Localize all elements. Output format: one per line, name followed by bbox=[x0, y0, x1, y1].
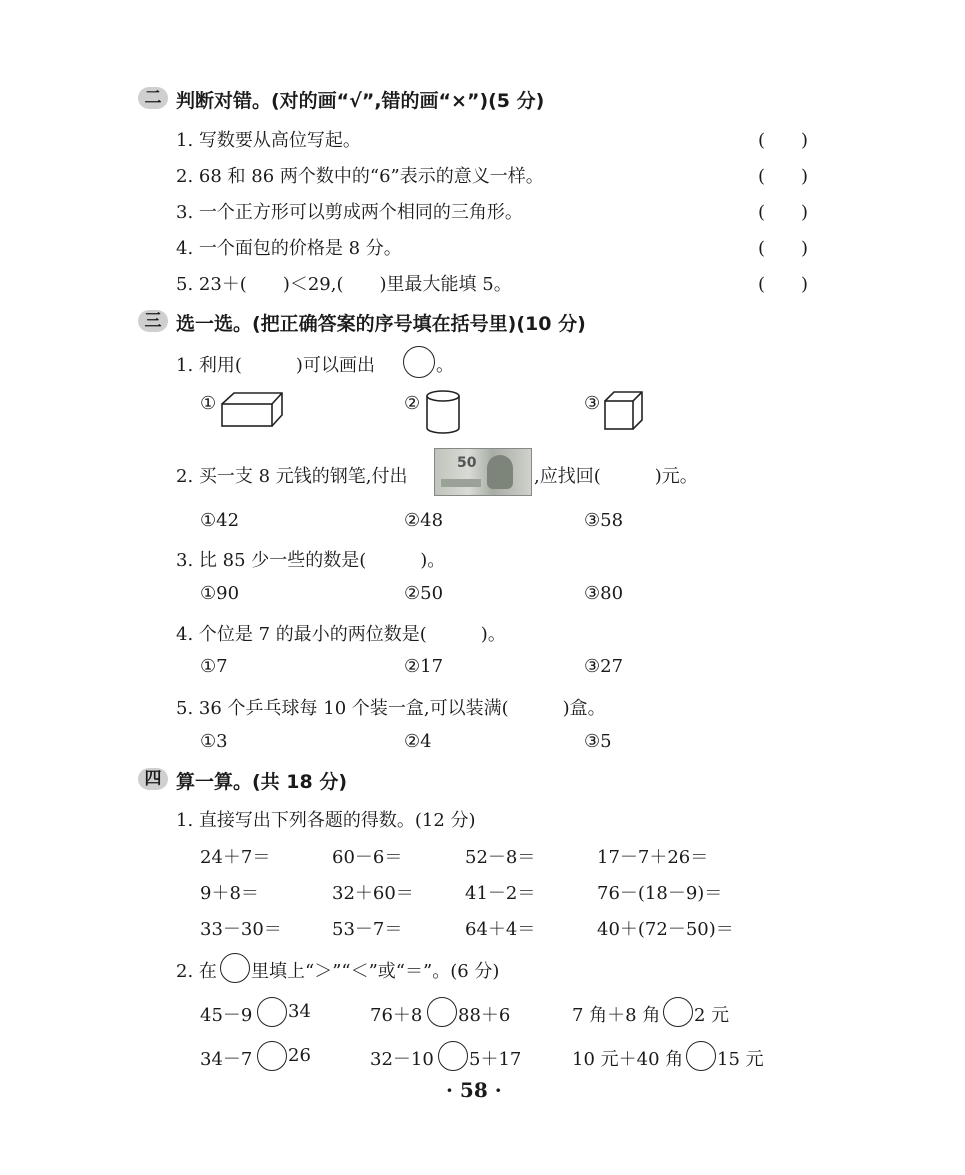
calc-expr[interactable]: 17－7＋26＝ bbox=[597, 847, 709, 868]
calc-expr[interactable]: 9＋8＝ bbox=[200, 883, 259, 904]
cuboid-icon bbox=[220, 390, 286, 430]
compare-right: 5＋17 bbox=[469, 1049, 522, 1070]
choose-q2-text: 2. 买一支 8 元钱的钢笔,付出 bbox=[176, 466, 408, 487]
judge-item-5: 5. 23＋( )＜29,( )里最大能填 5。 bbox=[176, 274, 512, 295]
choose-q1-option-1[interactable]: ① bbox=[200, 393, 217, 414]
calc-expr[interactable]: 33－30＝ bbox=[200, 919, 282, 940]
calc-expr[interactable]: 52－8＝ bbox=[465, 847, 536, 868]
compare-right: 15 元 bbox=[717, 1049, 764, 1070]
choose-q3-option-1[interactable]: ①90 bbox=[200, 583, 240, 604]
choose-q4-text: 4. 个位是 7 的最小的两位数是( )。 bbox=[176, 624, 506, 645]
choose-q1-text: 1. 利用( )可以画出 bbox=[176, 355, 375, 376]
choose-q3-option-3[interactable]: ③80 bbox=[584, 583, 624, 604]
choose-q2-option-3[interactable]: ③58 bbox=[584, 510, 624, 531]
calc-expr[interactable]: 40＋(72－50)＝ bbox=[597, 919, 734, 940]
fifty-yuan-banknote-image bbox=[434, 448, 532, 496]
compare-circle-input[interactable] bbox=[257, 997, 287, 1027]
compare-left: 10 元＋40 角 bbox=[572, 1049, 684, 1070]
calc-expr[interactable]: 41－2＝ bbox=[465, 883, 536, 904]
section-badge-3: 三 bbox=[138, 310, 168, 332]
judge-answer-1[interactable]: ( ) bbox=[758, 130, 809, 151]
section-badge-4: 四 bbox=[138, 768, 168, 790]
choose-q1-end: 。 bbox=[436, 355, 454, 376]
choose-q5-text: 5. 36 个乒乓球每 10 个装一盒,可以装满( )盒。 bbox=[176, 698, 606, 719]
compare-circle-input[interactable] bbox=[438, 1041, 468, 1071]
cylinder-icon bbox=[424, 388, 464, 436]
section-badge-2: 二 bbox=[138, 87, 168, 109]
compare-left: 7 角＋8 角 bbox=[572, 1005, 661, 1026]
calc-expr[interactable]: 53－7＝ bbox=[332, 919, 403, 940]
choose-q1-option-3[interactable]: ③ bbox=[584, 393, 601, 414]
choose-q3-text: 3. 比 85 少一些的数是( )。 bbox=[176, 550, 446, 571]
compare-left: 32－10 bbox=[370, 1049, 434, 1070]
compare-right: 88＋6 bbox=[458, 1005, 511, 1026]
choose-q3-option-2[interactable]: ②50 bbox=[404, 583, 444, 604]
section-title-calculate: 算一算。(共 18 分) bbox=[176, 771, 348, 793]
page-number: · 58 · bbox=[446, 1078, 502, 1102]
calc-part2-title-b: 里填上“＞”“＜”或“＝”。(6 分) bbox=[251, 961, 500, 982]
judge-answer-3[interactable]: ( ) bbox=[758, 202, 809, 223]
judge-item-3: 3. 一个正方形可以剪成两个相同的三角形。 bbox=[176, 202, 523, 223]
choose-q5-option-1[interactable]: ①3 bbox=[200, 731, 228, 752]
compare-right: 34 bbox=[288, 1001, 311, 1022]
calc-part1-title: 1. 直接写出下列各题的得数。(12 分) bbox=[176, 810, 476, 831]
calc-expr[interactable]: 60－6＝ bbox=[332, 847, 403, 868]
cube-icon bbox=[603, 390, 645, 432]
compare-left: 45－9 bbox=[200, 1005, 253, 1026]
compare-left: 76＋8 bbox=[370, 1005, 423, 1026]
choose-q5-option-2[interactable]: ②4 bbox=[404, 731, 432, 752]
choose-q2-option-2[interactable]: ②48 bbox=[404, 510, 444, 531]
calc-part2-title-a: 2. 在 bbox=[176, 961, 217, 982]
circle-shape-icon bbox=[403, 346, 435, 378]
calc-expr[interactable]: 76－(18－9)＝ bbox=[597, 883, 723, 904]
choose-q2-option-1[interactable]: ①42 bbox=[200, 510, 240, 531]
judge-answer-5[interactable]: ( ) bbox=[758, 274, 809, 295]
judge-item-4: 4. 一个面包的价格是 8 分。 bbox=[176, 238, 402, 259]
choose-q4-option-2[interactable]: ②17 bbox=[404, 656, 444, 677]
choose-q2-end: ,应找回( )元。 bbox=[534, 466, 698, 487]
compare-right: 2 元 bbox=[694, 1005, 730, 1026]
compare-circle-input[interactable] bbox=[257, 1041, 287, 1071]
choose-q4-option-1[interactable]: ①7 bbox=[200, 656, 228, 677]
judge-answer-4[interactable]: ( ) bbox=[758, 238, 809, 259]
compare-circle-input[interactable] bbox=[427, 997, 457, 1027]
section-title-choose: 选一选。(把正确答案的序号填在括号里)(10 分) bbox=[176, 313, 586, 335]
banknote-value: 50 bbox=[457, 455, 477, 471]
judge-item-1: 1. 写数要从高位写起。 bbox=[176, 130, 361, 151]
compare-circle-input[interactable] bbox=[663, 997, 693, 1027]
calc-expr[interactable]: 32＋60＝ bbox=[332, 883, 414, 904]
section-title-judge: 判断对错。(对的画“√”,错的画“×”)(5 分) bbox=[176, 90, 545, 112]
choose-q4-option-3[interactable]: ③27 bbox=[584, 656, 624, 677]
judge-answer-2[interactable]: ( ) bbox=[758, 166, 809, 187]
compare-left: 34－7 bbox=[200, 1049, 253, 1070]
choose-q1-option-2[interactable]: ② bbox=[404, 393, 421, 414]
judge-item-2: 2. 68 和 86 两个数中的“6”表示的意义一样。 bbox=[176, 166, 544, 187]
calc-expr[interactable]: 24＋7＝ bbox=[200, 847, 271, 868]
circle-placeholder-icon bbox=[220, 953, 250, 983]
compare-right: 26 bbox=[288, 1045, 311, 1066]
choose-q5-option-3[interactable]: ③5 bbox=[584, 731, 612, 752]
calc-expr[interactable]: 64＋4＝ bbox=[465, 919, 536, 940]
compare-circle-input[interactable] bbox=[686, 1041, 716, 1071]
